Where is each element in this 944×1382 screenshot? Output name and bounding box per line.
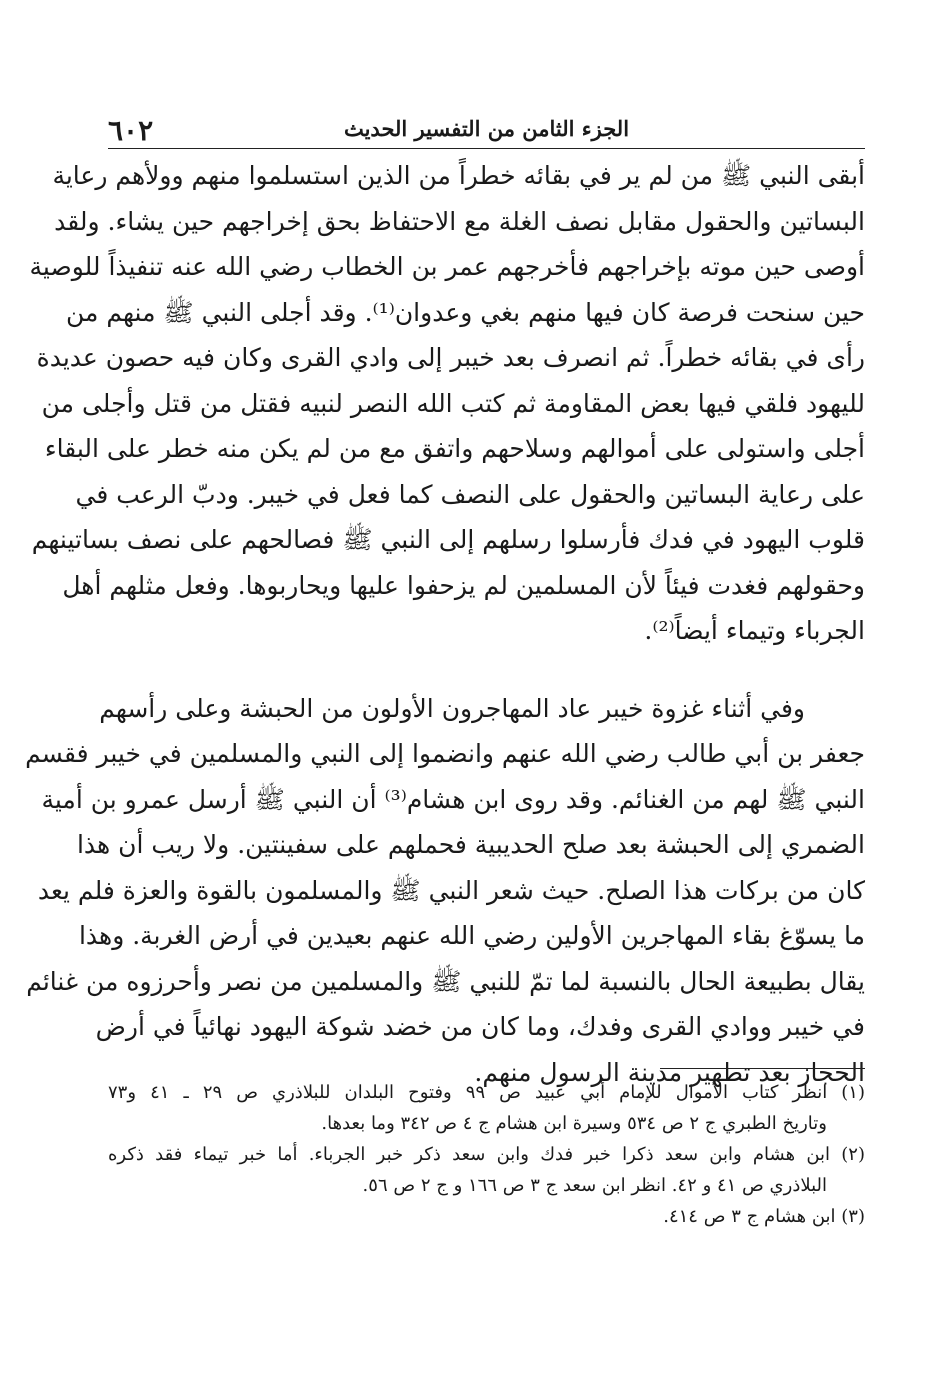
text-line: أوصى حين موته بإخراجهم فأخرجهم عمر بن الخطاب رضي الله عنه تنفيذاً للوصية	[29, 252, 865, 281]
text-line: في خيبر ووادي القرى وفدك، وما كان من خضد شوكة اليهود نهائياً في أرض	[95, 1012, 865, 1041]
footnote-line: (١) انظر كتاب الأموال للإمام أبي عبيد ص ٩٩ وفتوح البلدان للبلاذري ص ٢٩ ـ ٤١ و٧٣	[108, 1082, 865, 1103]
header-rule	[108, 148, 865, 149]
text-line: البساتين والحقول مقابل نصف الغلة مع الاحتفاظ بحق إخراجهم حين يشاء. ولقد	[54, 206, 865, 236]
text-line: على رعاية البساتين والحقول على النصف كما فعل في خيبر. ودبّ الرعب في	[75, 479, 865, 509]
text-line: حين سنحت فرصة كان فيها منهم بغي وعدوان⁽¹⁾. وقد أجلى النبي ﷺ منهم من	[66, 297, 865, 327]
text-line: وحقولهم فغدت فيئاً لأن المسلمين لم يزحفوا عليها ويحاربوها. وفعل مثلهم أهل	[62, 570, 865, 600]
text-line: أبقى النبي ﷺ من لم ير في بقائه خطراً من الذين استسلموا منهم وولأهم رعاية	[52, 161, 865, 190]
running-title: الجزء الثامن من التفسير الحديث	[343, 116, 630, 141]
text-line: كان من بركات هذا الصلح. حيث شعر النبي ﷺ والمسلمون بالقوة والعزة فلم يعد	[37, 875, 865, 905]
footnote-line: البلاذري ص ٤١ و ٤٢. انظر ابن سعد ج ٣ ص ١٦٦ و ج ٢ ص ٥٦.	[362, 1175, 827, 1196]
text-line: لليهود فلقي فيها بعض المقاومة ثم كتب الله النصر لنبيه فقتل من قتل وأجلى من	[41, 388, 865, 418]
text-line: جعفر بن أبي طالب رضي الله عنهم وانضموا إلى النبي والمسلمين في خيبر فقسم	[25, 739, 865, 768]
body-text	[25, 153, 865, 1095]
footnote-rule	[660, 1068, 865, 1069]
footnote-line: وتاريخ الطبري ج ٢ ص ٥٣٤ وسيرة ابن هشام ج ٤ ص ٣٤٢ وما بعدها.	[321, 1113, 827, 1134]
text-line: الجرباء وتيماء أيضاً⁽²⁾.	[644, 616, 865, 645]
text-line: أجلى واستولى على أموالهم وسلاحهم واتفق مع من لم يكن منه خطر على البقاء	[44, 434, 865, 463]
text-line: الحجاز بعد تطهير مدينة الرسول منهم.	[474, 1057, 865, 1087]
text-line: رأى في بقائه خطراً. ثم انصرف بعد خيبر إلى وادي القرى وكان فيه حصون عديدة	[36, 343, 865, 372]
footnotes	[108, 1077, 865, 1232]
paragraph-gap	[108, 654, 865, 686]
footnote-1	[108, 1077, 865, 1139]
page-header	[108, 108, 865, 148]
text-line: ما يسوّغ بقاء المهاجرين الأولين رضي الله عنهم بعيدين في أرض الغربة. وهذا	[78, 921, 865, 950]
paragraph-1	[29, 153, 865, 654]
paragraph-2	[25, 686, 865, 1096]
footnote-line: (٣) ابن هشام ج ٣ ص ٤١٤.	[663, 1206, 865, 1227]
page-number: ٦٠٢	[108, 114, 154, 147]
text-line: يقال بطبيعة الحال بالنسبة لما تمّ للنبي ﷺ والمسلمين من نصر وأحرزوه من غنائم	[26, 966, 865, 996]
text-line: الضمري إلى الحبشة بعد صلح الحديبية فحملهم على سفينتين. ولا ريب أن هذا	[76, 830, 865, 859]
text-line: وفي أثناء غزوة خيبر عاد المهاجرون الأولون من الحبشة وعلى رأسهم	[99, 693, 805, 723]
footnote-2	[108, 1139, 865, 1201]
footnote-line: (٢) ابن هشام وابن سعد ذكرا خبر فدك وابن سعد ذكر خبر الجرباء. أما خبر تيماء فقد ذكره	[108, 1144, 865, 1165]
footnote-3	[108, 1201, 865, 1232]
text-line: قلوب اليهود في فدك فأرسلوا رسلهم إلى النبي ﷺ فصالحهم على نصف بساتينهم	[31, 525, 865, 554]
text-line: النبي ﷺ لهم من الغنائم. وقد روى ابن هشام⁽³⁾ أن النبي ﷺ أرسل عمرو بن أمية	[41, 784, 865, 814]
